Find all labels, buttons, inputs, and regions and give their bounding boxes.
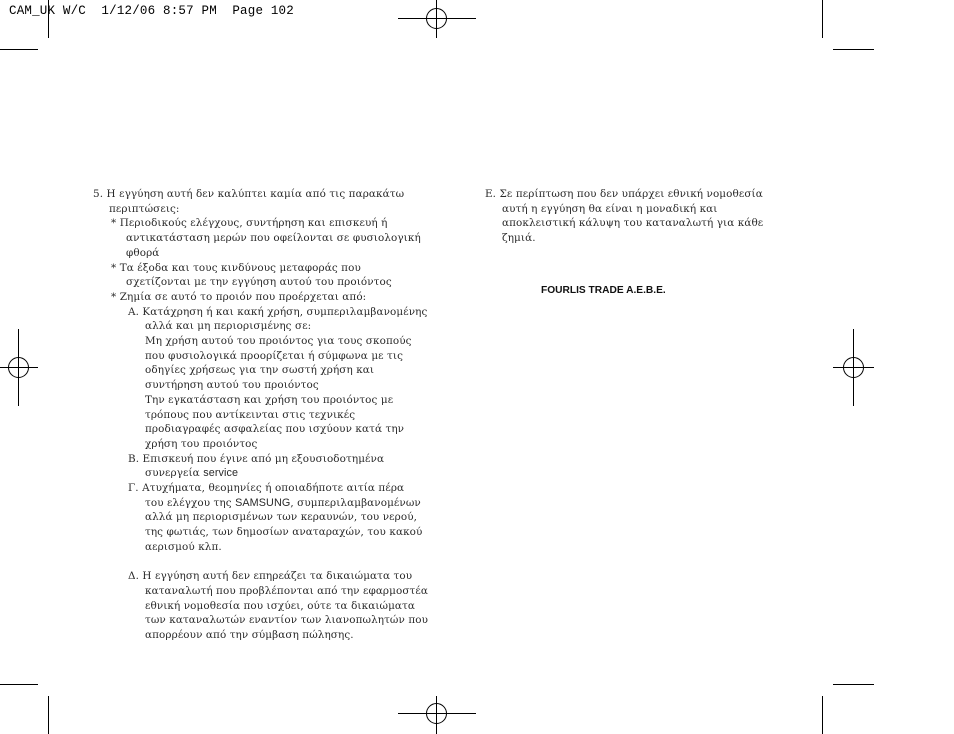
text-line: ζημιά. [502,232,536,245]
text-line: χρήση του προιόντος [145,437,258,450]
text-line: του ελέγχου της SAMSUNG, συμπεριλαμβανομένων [145,496,421,509]
text-line: Δ. Η εγγύηση αυτή δεν επηρεάζει τα δικαιώματα του [128,570,413,583]
text-line: αλλά και μη περιορισμένης σε: [145,320,312,333]
text-line: συνεργεία service [145,467,239,480]
blank-line [93,555,428,570]
text-line: αποκλειστική κάλυψη του καταναλωτή για κάθε [502,217,764,230]
text-line: αλλά μη περιορισμένων των κεραυνών, του νερού, [145,511,418,524]
service-word: service [203,467,239,480]
text-line: οδηγίες χρήσεως για την σωστή χρήση και [145,364,375,377]
text-line: * Ζημία σε αυτό το προιόν που προέρχεται από: [111,290,367,303]
registration-mark-left [0,329,38,406]
text-line: σχετίζονται με την εγγύηση αυτού του προιόντος [126,276,392,289]
text-line: αερισμού κλπ. [145,540,222,553]
text-line: περιπτώσεις: [109,202,180,215]
text-line: Γ. Ατυχήματα, θεομηνίες ή οποιαδήποτε αιτία πέρα [128,482,405,495]
text-line: 5. Η εγγύηση αυτή δεν καλύπτει καμία από τις παρακάτω [93,188,405,200]
registration-mark-bottom [398,696,476,734]
registration-mark-right [833,329,874,406]
text-line: * Τα έξοδα και τους κινδύνους μεταφοράς που [111,261,361,274]
text-line: Μη χρήση αυτού του προιόντος για τους σκοπούς [145,335,412,348]
text-line: Ε. Σε περίπτωση που δεν υπάρχει εθνική νομοθεσία [485,188,763,200]
registration-mark-top [398,0,476,38]
text-line: εθνική νομοθεσία που ισχύει, ούτε τα δικαιώματα [145,599,416,612]
text-line: Β. Επισκευή που έγινε από μη εξουσιοδοτημένα [128,452,385,465]
text-line: προδιαγραφές ασφαλείας που ισχύουν κατά την [145,423,405,436]
text-line: αυτή η εγγύηση θα είναι η μοναδική και [502,202,718,215]
text-line: απορρέουν από την σύμβαση πώλησης. [145,629,354,642]
text-line: αντικατάσταση μερών που οφείλονται σε φυσιολογική [126,232,421,245]
text-line: τρόπους που αντίκεινται στις τεχνικές [145,408,356,421]
samsung-word: SAMSUNG [235,496,291,509]
text-line: της φωτιάς, των δημοσίων αναταραχών, του κακού [145,526,423,539]
text-line: * Περιοδικούς ελέγχους, συντήρηση και επισκευή ή [111,217,388,230]
company-name: FOURLIS TRADE A.E.B.E. [541,285,666,296]
text-line: των καταναλωτών εναντίον των λιανοπωλητών που [145,614,429,627]
left-column [93,187,428,643]
text-line: Την εγκατάσταση και χρήση του προιόντος με [145,393,394,406]
text-line: που φυσιολογικά προορίζεται ή σύμφωνα με τις [145,349,404,362]
text-line: καταναλωτή που προβλέπονται από την εφαρμοστέα [145,584,428,597]
print-slug: CAM_UK W/C 1/12/06 8:57 PM Page 102 [9,4,294,18]
text-line: φθορά [126,246,160,259]
right-column [485,187,763,246]
text-line: συντήρηση αυτού του προιόντος [145,379,319,392]
text-line: Α. Κατάχρηση ή και κακή χρήση, συμπεριλαμβανομένης [128,305,428,318]
